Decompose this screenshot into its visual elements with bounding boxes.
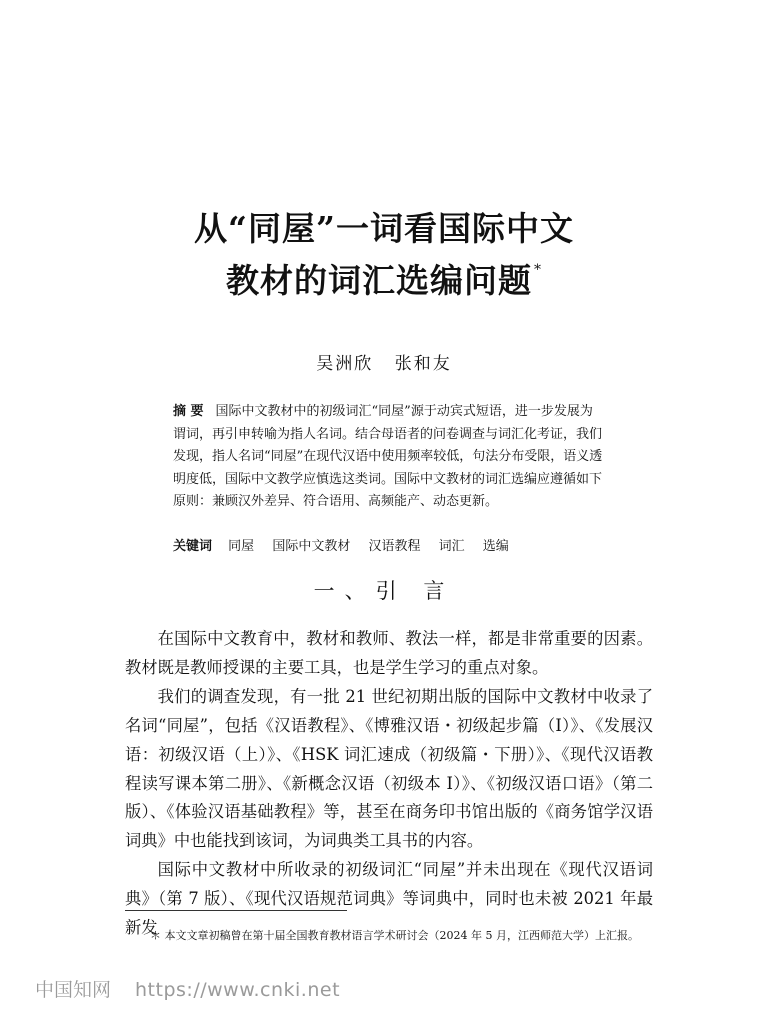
abstract-text: 国际中文教材中的初级词汇“同屋”源于动宾式短语，进一步发展为谓词，再引申转喻为指人名词。结合母语者的问卷调查与词汇化考证，我们发现，指人名词“同屋”在现代汉语中使用频率较低，句法分布受限，语义透明度低，国际中文教学应慎选这类词。国际中文教材的词汇选编应遵循如下原则：兼顾汉外差异、符合语用、高频能产、动态更新。: [173, 404, 603, 509]
footnote-divider: [125, 910, 347, 911]
cnki-logo-text: 中国知网: [35, 979, 112, 1001]
article-title-line-1: 从“同屋”一词看国际中文: [194, 209, 574, 248]
keyword: 词汇: [438, 539, 465, 554]
cnki-watermark: [35, 975, 340, 1002]
keyword: 选编: [482, 539, 509, 554]
keywords-label: 关键词: [173, 539, 213, 554]
paragraph: 我们的调查发现，有一批 21 世纪初期出版的国际中文教材中收录了名词“同屋”，包括《汉语教程》、《博雅汉语・初级起步篇（Ⅰ）》、《发展汉语：初级汉语（上）》、《HSK 词汇速成（初级篇・下册）》、《现代汉语教程读写课本第二册》、《新概念汉语（初级本 I）》、《初级汉语口语》（第二版）、《体验汉语基础教程》等，甚至在商务印书馆出版的《商务馆学汉语词典》中也能找到该词，为词典类工具书的内容。: [125, 686, 653, 851]
cnki-url[interactable]: https://www.cnki.net: [135, 979, 341, 1001]
keywords: [173, 536, 605, 559]
authors: 吴洲欣 张和友: [316, 354, 452, 374]
section-heading: 一、引 言: [313, 579, 455, 603]
footnote: ＊ 本文文章初稿曾在第十届全国教育教材语言学术研讨会（2024 年 5 月，江西师范大学）上汇报。: [150, 929, 639, 942]
abstract: [173, 401, 605, 514]
article-title-line-2-text: 教材的词汇选编问题: [226, 261, 532, 300]
keyword: 同屋: [228, 539, 255, 554]
keyword: 国际中文教材: [272, 539, 351, 554]
body-text: [125, 625, 653, 943]
abstract-label: 摘 要: [173, 404, 204, 419]
footnote-marker: *: [534, 262, 542, 278]
paragraph: 国际中文教材中所收录的初级词汇“同屋”并未出现在《现代汉语词典》（第 7 版）、《现代汉语规范词典》等词典中，同时也未被 2021 年最新发: [125, 860, 653, 938]
article-title-line-2: [0, 255, 768, 302]
keyword: 汉语教程: [368, 539, 421, 554]
paragraph: 在国际中文教育中，教材和教师、教法一样，都是非常重要的因素。教材既是教师授课的主要工具，也是学生学习的重点对象。: [125, 629, 653, 677]
